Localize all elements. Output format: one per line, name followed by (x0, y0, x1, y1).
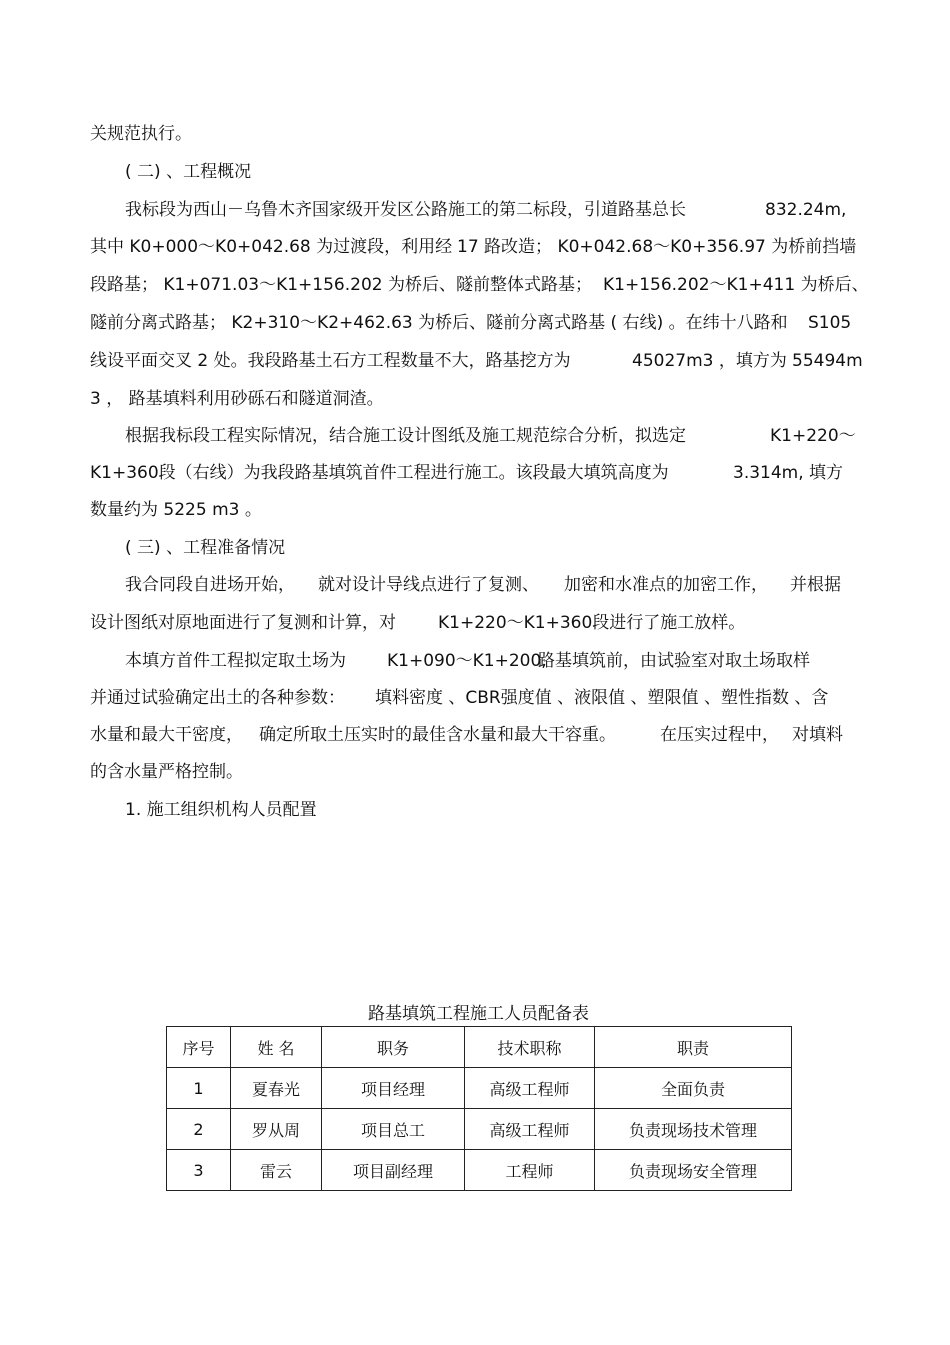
text-segment: 45027m3 ，填方为 (632, 351, 787, 371)
text-line-1 (0, 121, 950, 147)
text-segment: 路基填筑前，由试验室对取土场取样 (538, 651, 810, 671)
text-segment: 55494m (792, 351, 863, 371)
text-segment: 3.314m, 填方 (733, 463, 844, 483)
header-cell-position: 职务 (322, 1027, 465, 1068)
text-line-17 (0, 722, 950, 748)
table-row (167, 1150, 792, 1191)
table-row (167, 1109, 792, 1150)
table-cell: 2 (167, 1109, 231, 1150)
table-header-row (167, 1027, 792, 1068)
text-segment: 在压实过程中， (660, 725, 779, 745)
text-segment: 3 ， 路基填料利用砂砾石和隧道洞渣。 (90, 389, 384, 409)
text-segment: 线设平面交叉 2 处。我段路基土石方工程数量不大，路基挖方为 (90, 351, 571, 371)
text-segment: 832.24m, (765, 200, 847, 220)
table-cell: 全面负责 (595, 1068, 792, 1109)
section-heading-overview (0, 159, 950, 185)
table-cell: 负责现场安全管理 (595, 1150, 792, 1191)
staff-table (166, 1026, 792, 1191)
text-line-11 (0, 497, 950, 523)
text-segment: 数量约为 5225 m3 。 (90, 500, 262, 520)
text-segment: K1+360段（右线）为我段路基填筑首件工程进行施工。该段最大填筑高度为 (90, 463, 669, 483)
text-segment: 水量和最大干密度， (90, 725, 243, 745)
table-cell: 雷云 (231, 1150, 322, 1191)
table-cell: 项目副经理 (322, 1150, 465, 1191)
table-cell: 3 (167, 1150, 231, 1191)
text-segment: K1+220～K1+360段进行了施工放样。 (438, 613, 746, 633)
text-segment: ( 二) 、工程概况 (125, 162, 252, 182)
text-line-16 (0, 685, 950, 711)
text-segment: 的含水量严格控制。 (90, 762, 243, 782)
header-cell-name: 姓 名 (231, 1027, 322, 1068)
table-cell: 负责现场技术管理 (595, 1109, 792, 1150)
text-segment: 对填料 (792, 725, 843, 745)
text-segment: ( 三) 、工程准备情况 (125, 538, 286, 558)
table-cell: 罗从周 (231, 1109, 322, 1150)
header-cell-title: 技术职称 (465, 1027, 595, 1068)
text-segment: K1+156.202～K1+411 为桥后、 (603, 275, 869, 295)
text-segment: 关规范执行。 (90, 124, 192, 144)
text-segment: 填料密度 、CBR强度值 、液限值 、塑限值 、塑性指数 、含 (375, 688, 829, 708)
text-line-18 (0, 759, 950, 785)
table-cell: 1 (167, 1068, 231, 1109)
text-segment: S105 (808, 313, 852, 333)
table-cell: 工程师 (465, 1150, 595, 1191)
table-cell: 夏春光 (231, 1068, 322, 1109)
text-line-15 (0, 648, 950, 674)
section-heading-preparation (0, 535, 950, 561)
text-segment: 就对设计导线点进行了复测、 (318, 575, 539, 595)
text-segment: 确定所取土压实时的最佳含水量和最大干容重。 (259, 725, 616, 745)
text-segment: 我合同段自进场开始， (125, 575, 295, 595)
text-line-6 (0, 310, 950, 336)
text-line-8 (0, 386, 950, 412)
table-cell: 高级工程师 (465, 1068, 595, 1109)
table-cell: 高级工程师 (465, 1109, 595, 1150)
text-line-9 (0, 423, 950, 449)
text-segment: 根据我标段工程实际情况，结合施工设计图纸及施工规范综合分析，拟选定 (125, 426, 686, 446)
text-segment: K1+220～ (770, 426, 856, 446)
table-row (167, 1068, 792, 1109)
text-line-13 (0, 572, 950, 598)
text-line-7 (0, 348, 950, 374)
text-segment: 1. 施工组织机构人员配置 (125, 800, 317, 820)
text-line-14 (0, 610, 950, 636)
text-segment: 并通过试验确定出土的各种参数： (90, 688, 345, 708)
text-segment: 段路基； K1+071.03～K1+156.202 为桥后、隧前整体式路基； (90, 275, 593, 295)
text-line-5 (0, 272, 950, 298)
text-segment: 其中 K0+000～K0+042.68 为过渡段，利用经 (90, 237, 453, 257)
text-line-3 (0, 197, 950, 223)
text-line-10 (0, 460, 950, 486)
text-segment: 加密和水准点的加密工作， (564, 575, 768, 595)
header-cell-index: 序号 (167, 1027, 231, 1068)
table-cell: 项目经理 (322, 1068, 465, 1109)
text-line-4 (0, 234, 950, 260)
header-cell-duty: 职责 (595, 1027, 792, 1068)
text-segment: 本填方首件工程拟定取土场为 (125, 651, 346, 671)
numbered-heading-staffing (0, 797, 950, 823)
text-segment: 我标段为西山－乌鲁木齐国家级开发区公路施工的第二标段，引道路基总长 (125, 200, 686, 220)
text-segment: 设计图纸对原地面进行了复测和计算，对 (90, 613, 396, 633)
table-cell: 项目总工 (322, 1109, 465, 1150)
text-segment: 17 路改造； K0+042.68～K0+356.97 为桥前挡墙 (457, 237, 857, 257)
text-segment: 隧前分离式路基； K2+310～K2+462.63 为桥后、隧前分离式路基 ( 右线) 。在纬十八路和 (90, 313, 788, 333)
text-segment: 并根据 (790, 575, 841, 595)
table-caption: 路基填筑工程施工人员配备表 (368, 1004, 589, 1024)
text-segment: K1+090～K1+200, (387, 651, 547, 671)
